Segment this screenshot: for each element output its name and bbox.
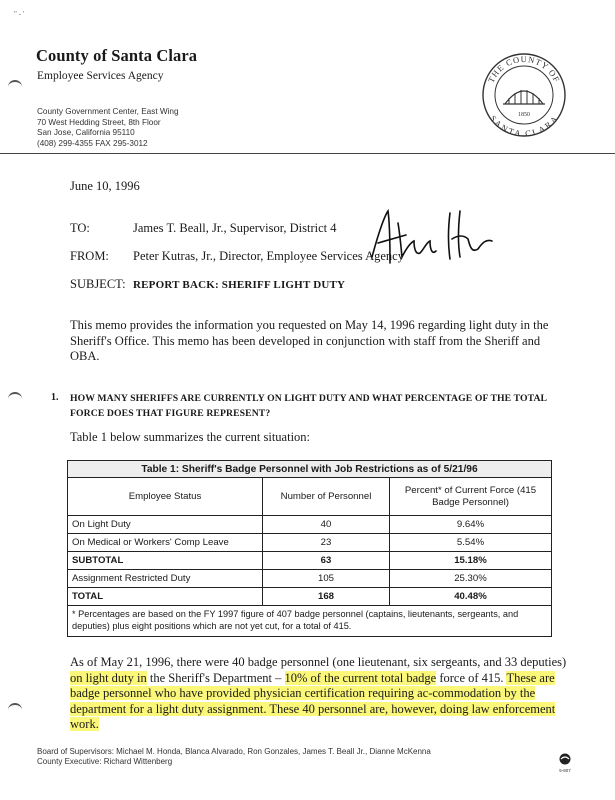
memo-date: June 10, 1996 [70, 179, 140, 193]
total-row [68, 588, 551, 606]
to-value: James T. Beall, Jr., Supervisor, District 4 [133, 221, 337, 235]
status-cell: Assignment Restricted Duty [68, 570, 263, 588]
highlighted-text: 10% of the current total badge [284, 670, 437, 685]
question-number: 1. [51, 392, 59, 403]
number-cell: 105 [263, 570, 390, 588]
table-row [68, 516, 551, 534]
column-header: Employee Status [68, 478, 263, 516]
highlighted-text: on light duty in [70, 670, 147, 685]
subject-label: SUBJECT: [70, 277, 126, 291]
percent-cell: 15.18% [390, 552, 552, 570]
table-row [68, 570, 551, 588]
binder-hole-mark [8, 80, 22, 91]
table-row [68, 534, 551, 552]
agency-name: Employee Services Agency [37, 70, 164, 82]
binder-hole-mark [8, 392, 22, 403]
county-seal [481, 52, 567, 138]
percent-cell: 9.64% [390, 516, 552, 534]
closing-text: force of 415. [436, 670, 507, 685]
address-line: County Government Center, East Wing [37, 107, 179, 116]
binder-hole-mark [8, 703, 22, 714]
table-header-row [68, 478, 551, 516]
closing-paragraph [70, 655, 570, 733]
corner-mark: " - ' [14, 10, 24, 18]
address-line: San Jose, California 95110 [37, 128, 135, 137]
personnel-table [67, 460, 552, 637]
county-name: County of Santa Clara [36, 46, 198, 65]
handwritten-signature [368, 205, 498, 275]
percent-cell: 5.54% [390, 534, 552, 552]
table-caption: Table 1: Sheriff's Badge Personnel with Job Restrictions as of 5/21/96 [68, 461, 551, 478]
status-cell: TOTAL [68, 588, 263, 606]
table-intro: Table 1 below summarizes the current situation: [70, 430, 311, 444]
board-of-supervisors: Board of Supervisors: Michael M. Honda, Blanca Alvarado, Ron Gonzales, James T. Beall Jr., Dianne McKenna [37, 747, 431, 756]
letterhead-divider [0, 153, 615, 154]
number-cell: 40 [263, 516, 390, 534]
table-footnote: * Percentages are based on the FY 1997 figure of 407 badge personnel (captains, lieutenants, sergeants, and deputies) plus eight positions which are not yet cut, for a total of 415. [72, 609, 519, 631]
mark-code: 5-807 [559, 768, 571, 773]
status-cell: On Medical or Workers' Comp Leave [68, 534, 263, 552]
county-executive: County Executive: Richard Wittenberg [37, 757, 173, 766]
seal-text-bottom: SANTA CLARA [488, 113, 560, 138]
column-header: Number of Personnel [263, 478, 390, 516]
subtotal-row [68, 552, 551, 570]
from-value: Peter Kutras, Jr., Director, Employee Services Agency [133, 249, 404, 263]
closing-text: As of May 21, 1996, there were 40 badge personnel (one lieutenant, six sergeants, and 33 deputies) [70, 655, 567, 669]
from-label: FROM: [70, 249, 109, 263]
subject-value: REPORT BACK: SHERIFF LIGHT DUTY [133, 279, 346, 291]
number-cell: 168 [263, 588, 390, 606]
column-header: Percent* of Current Force (415 Badge Personnel) [390, 478, 552, 516]
status-cell: On Light Duty [68, 516, 263, 534]
footer [37, 747, 431, 767]
number-cell: 63 [263, 552, 390, 570]
address-line: (408) 299-4355 FAX 295-3012 [37, 138, 148, 148]
union-print-mark [558, 752, 572, 774]
status-cell: SUBTOTAL [68, 552, 263, 570]
highlighted-text: These are badge personnel who have provided physician certification requiring ac-commodation by the department for a light duty assignment. These 40 personnel are, however, doing law enforcement work. [70, 670, 556, 731]
percent-cell: 40.48% [390, 588, 552, 606]
svg-text:THE COUNTY OF [486, 54, 562, 84]
address-block [37, 107, 179, 149]
percent-cell: 25.30% [390, 570, 552, 588]
question-text: HOW MANY SHERIFFS ARE CURRENTLY ON LIGHT DUTY AND WHAT PERCENTAGE OF THE TOTAL FORCE DOES THAT FIGURE REPRESENT? [70, 393, 547, 419]
seal-year: 1850 [518, 112, 530, 118]
intro-paragraph: This memo provides the information you requested on May 14, 1996 regarding light duty in the Sheriff's Office. This memo has been developed in conjunction with staff from the Sheriff and OBA. [70, 318, 549, 363]
to-label: TO: [70, 221, 90, 235]
closing-text: the Sheriff's Department – [146, 670, 285, 685]
number-cell: 23 [263, 534, 390, 552]
address-line: 70 West Hedding Street, 8th Floor [37, 117, 161, 127]
seal-text-top: THE COUNTY OF [485, 53, 563, 85]
